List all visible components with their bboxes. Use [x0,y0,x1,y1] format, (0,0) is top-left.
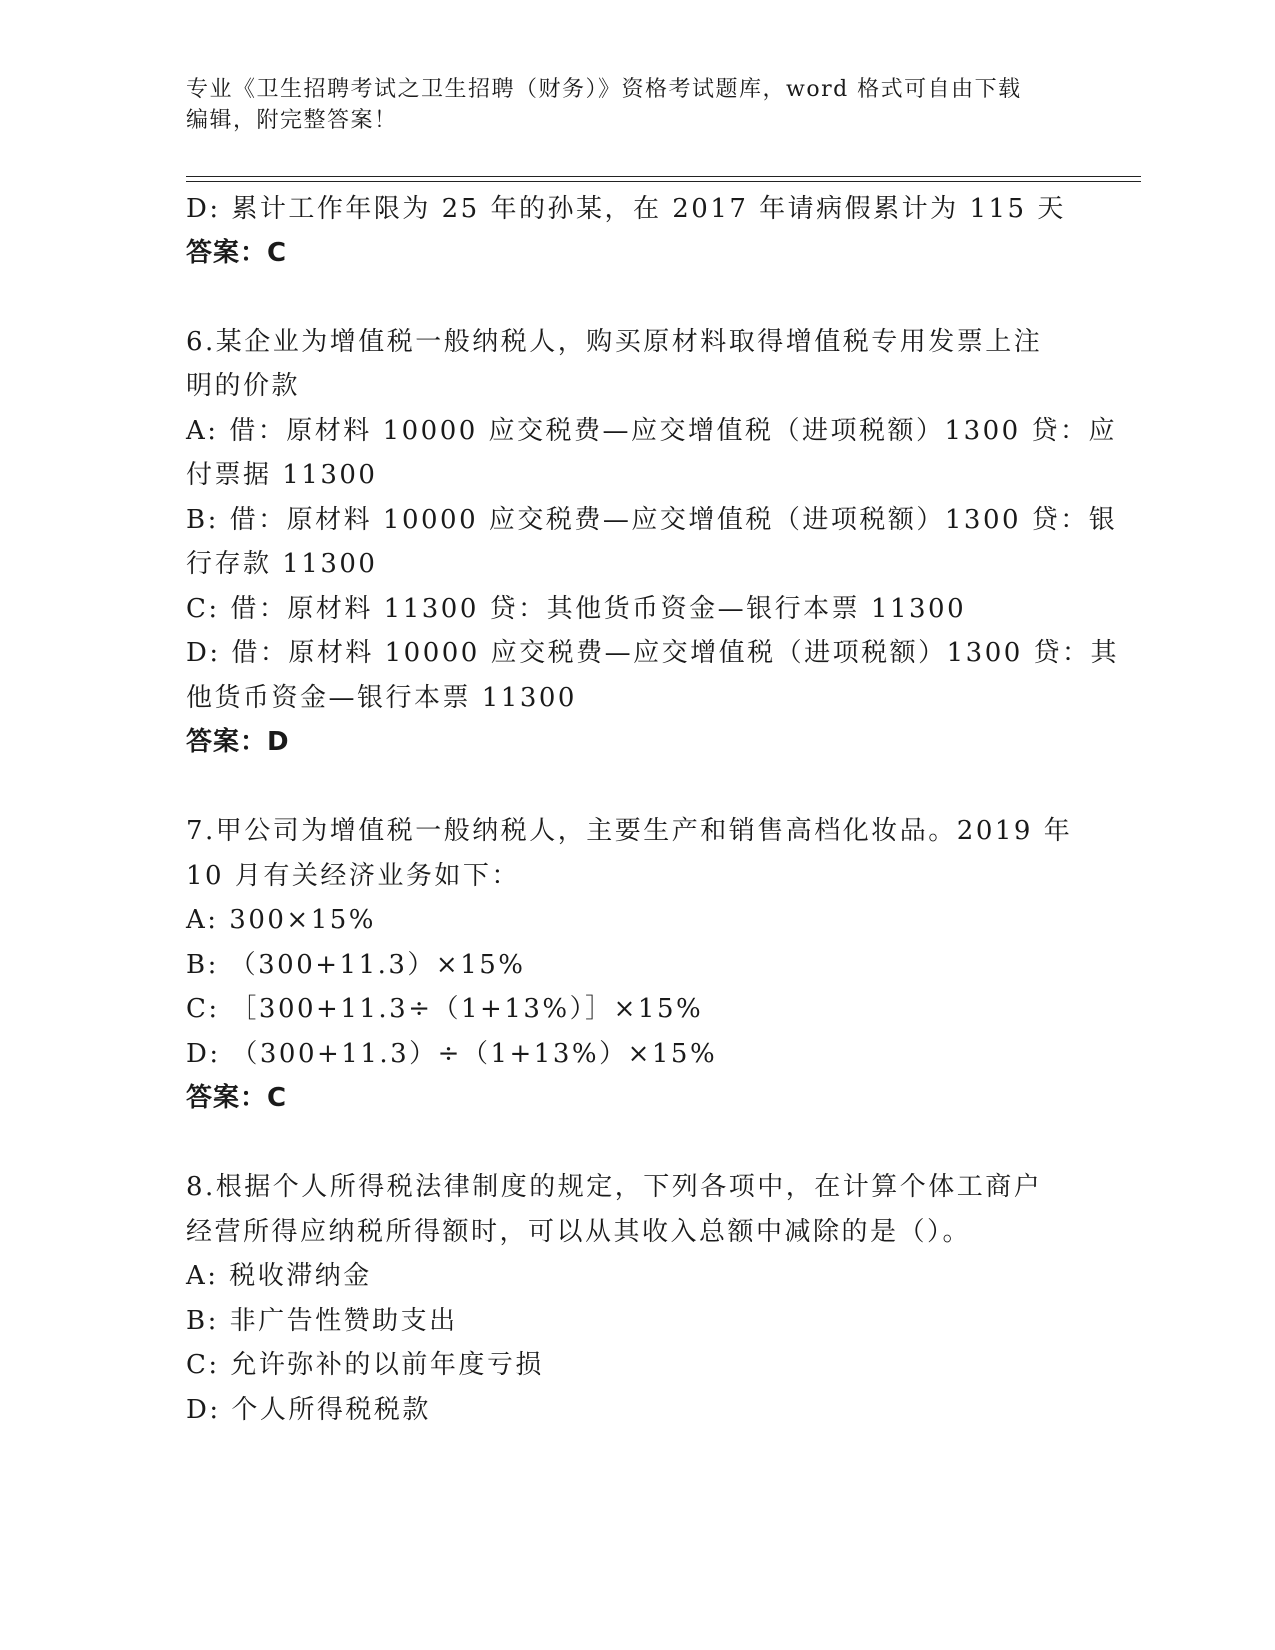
q5-option-d: D: 累计工作年限为 25 年的孙某，在 2017 年请病假累计为 115 天 [186,194,1066,224]
q8-stem-line-2: 经营所得应纳税所得额时，可以从其收入总额中减除的是（）。 [186,1217,972,1247]
q7-answer: 答案：C [186,1083,288,1113]
q6-answer: 答案：D [186,727,290,757]
q6-stem-line-1: 6.某企业为增值税一般纳税人，购买原材料取得增值税专用发票上注 [186,327,1043,357]
q8-option-c: C: 允许弥补的以前年度亏损 [186,1350,544,1380]
header-divider-bottom [186,181,1141,182]
q6-option-a-line-2: 付票据 11300 [186,460,378,490]
header-line-1: 专业《卫生招聘考试之卫生招聘（财务）》资格考试题库，word 格式可自由下载 [186,77,1022,102]
q7-option-a: A: 300×15% [186,905,377,935]
q5-answer: 答案：C [186,238,288,268]
q8-stem-line-1: 8.根据个人所得税法律制度的规定，下列各项中，在计算个体工商户 [186,1172,1043,1202]
q6-option-b-line-1: B: 借：原材料 10000 应交税费—应交增值税（进项税额）1300 贷：银 [186,505,1118,535]
q8-option-a: A: 税收滞纳金 [186,1261,372,1291]
q7-stem-line-2: 10 月有关经济业务如下： [186,861,520,891]
q7-option-b: B: （300+11.3）×15% [186,950,526,980]
q8-option-d: D: 个人所得税税款 [186,1395,431,1425]
q6-option-d-line-1: D: 借：原材料 10000 应交税费—应交增值税（进项税额）1300 贷：其 [186,638,1120,668]
header-divider-top [186,176,1141,177]
q7-option-d: D: （300+11.3）÷（1+13%）×15% [186,1039,718,1069]
q6-option-c: C: 借：原材料 11300 贷：其他货币资金—银行本票 11300 [186,594,967,624]
q6-stem-line-2: 明的价款 [186,371,301,401]
q6-option-d-line-2: 他货币资金—银行本票 11300 [186,683,577,713]
q6-option-b-line-2: 行存款 11300 [186,549,378,579]
header-line-2: 编辑，附完整答案！ [186,108,398,133]
q7-stem-line-1: 7.甲公司为增值税一般纳税人，主要生产和销售高档化妆品。2019 年 [186,816,1073,846]
q7-option-c: C: ［300+11.3÷（1+13%）］×15% [186,994,704,1024]
q8-option-b: B: 非广告性赞助支出 [186,1306,458,1336]
q6-option-a-line-1: A: 借：原材料 10000 应交税费—应交增值税（进项税额）1300 贷：应 [186,416,1117,446]
document-header [186,74,1086,136]
